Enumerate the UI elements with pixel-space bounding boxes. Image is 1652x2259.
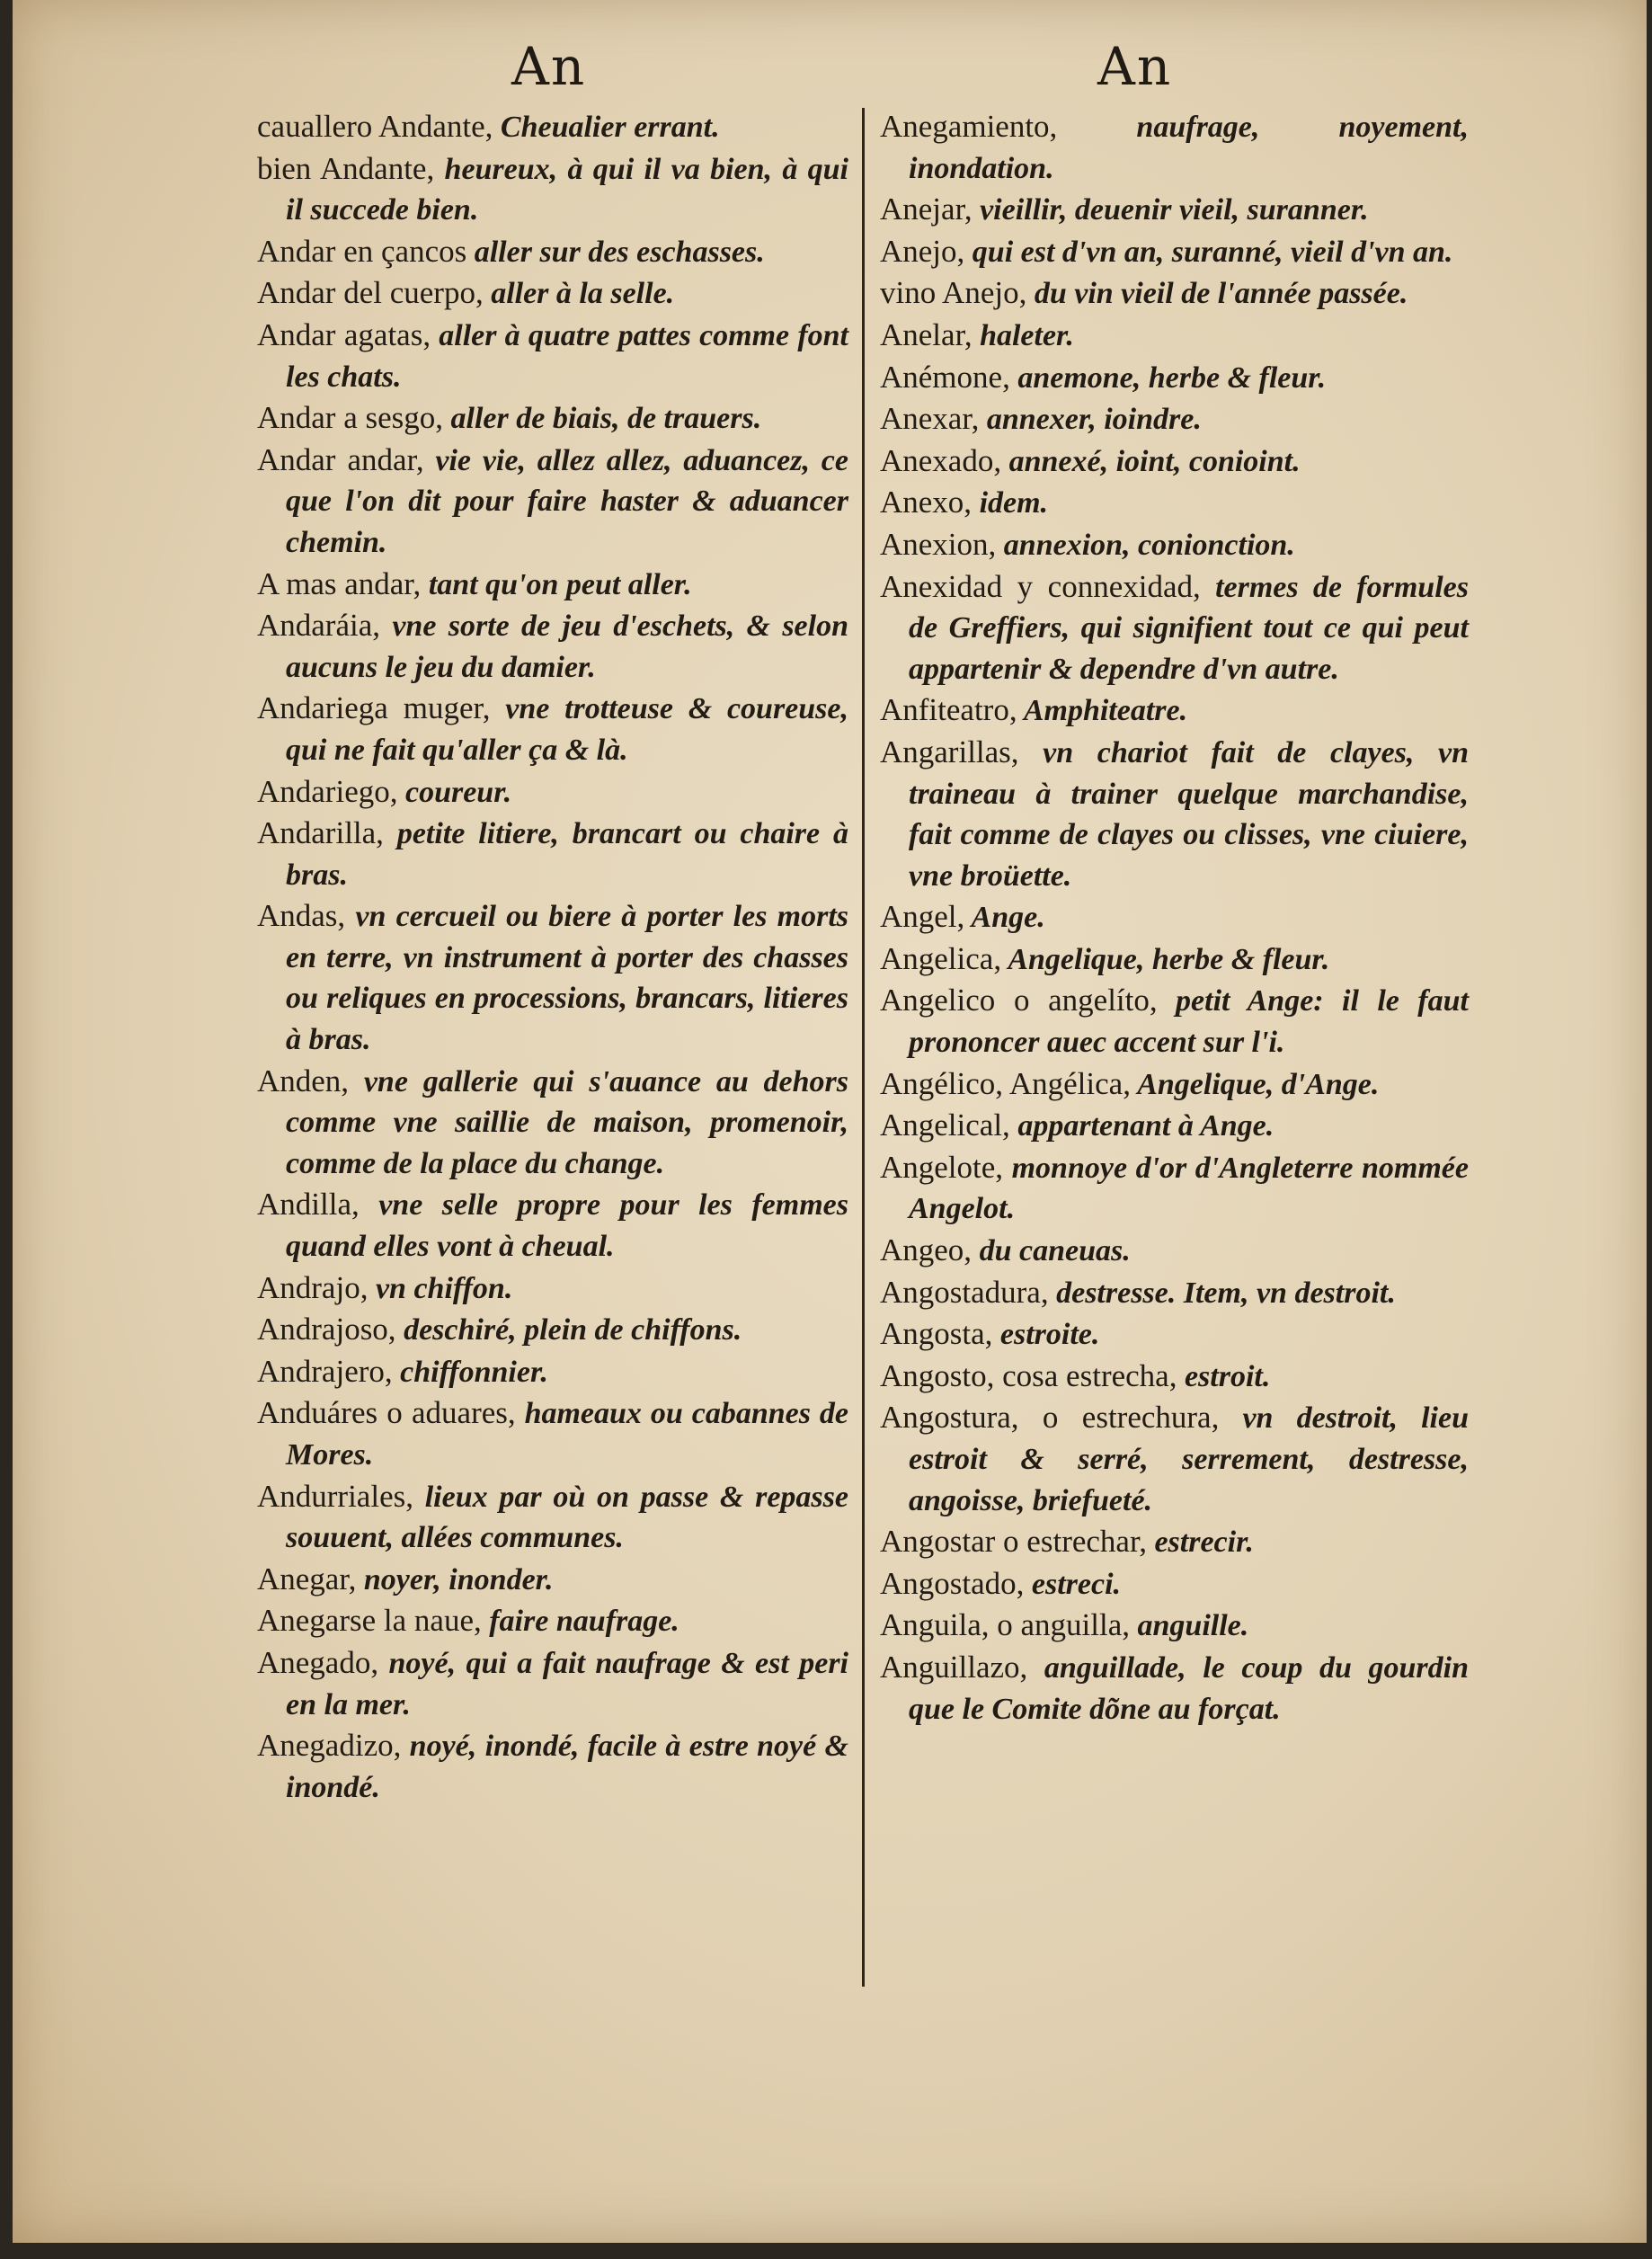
entry-headword: Anfiteatro,	[880, 692, 1017, 728]
entry-headword: bien Andante,	[257, 150, 435, 186]
dictionary-entry	[880, 689, 1469, 732]
dictionary-entry	[880, 1397, 1469, 1521]
dictionary-entry	[257, 440, 848, 564]
dictionary-entry	[880, 1605, 1469, 1647]
entry-definition: vie vie, allez allez, aduancez, ce que l'on dit pour faire haster & aduancer chemin.	[286, 443, 848, 559]
entry-definition: deschiré, plein de chiffons.	[395, 1313, 742, 1347]
entry-definition: du vin vieil de l'année passée.	[1026, 277, 1408, 311]
dictionary-entry	[257, 1642, 848, 1725]
dictionary-entry	[880, 315, 1469, 357]
entry-headword: Anegarse la naue,	[257, 1603, 482, 1639]
entry-headword: Anexar,	[880, 401, 980, 437]
entry-definition: lieux par où on passe & repasse souuent, allées communes.	[286, 1480, 848, 1555]
dictionary-entry	[880, 980, 1469, 1063]
entry-headword: Angostar o estrechar,	[880, 1524, 1147, 1560]
entry-headword: Angeo,	[880, 1232, 973, 1268]
dictionary-entry	[257, 315, 848, 397]
dictionary-entry	[880, 1147, 1469, 1230]
column-divider	[862, 108, 865, 1987]
entry-headword: Anegar,	[257, 1561, 357, 1596]
dictionary-entry	[257, 148, 848, 231]
entry-definition: Ange.	[964, 901, 1045, 935]
dictionary-entry	[880, 1313, 1469, 1356]
entry-definition: chiffonnier.	[392, 1355, 548, 1389]
entry-definition: termes de formules de Greffiers, qui signifient tout ce qui peut appartenir & dependre d'vn autre.	[909, 570, 1469, 686]
entry-headword: Anémone,	[880, 359, 1010, 395]
dictionary-entry	[880, 566, 1469, 690]
dictionary-entry	[880, 1105, 1469, 1147]
entry-definition: vne selle propre pour les femmes quand elles vont à cheual.	[286, 1188, 848, 1264]
entry-definition: vne trotteuse & coureuse, qui ne fait qu'aller ça & là.	[286, 692, 849, 767]
entry-headword: Anegadizo,	[257, 1728, 402, 1764]
dictionary-entry	[257, 895, 848, 1060]
entry-definition: estroit.	[1177, 1359, 1271, 1393]
entry-headword: Angelical,	[880, 1107, 1010, 1143]
entry-headword: Anegamiento,	[880, 109, 1058, 144]
entry-definition: naufrage, noyement, inondation.	[909, 111, 1469, 185]
running-head-left: An	[511, 36, 587, 97]
dictionary-entry	[257, 771, 848, 814]
dictionary-entry	[257, 1725, 848, 1808]
entry-definition: anguillade, le coup du gourdin que le Comite dõne au forçat.	[909, 1650, 1469, 1726]
entry-definition: Cheualier errant.	[493, 111, 720, 144]
dictionary-entry	[880, 524, 1469, 566]
dictionary-entry	[257, 1600, 848, 1642]
entry-headword: Andar en çancos	[257, 233, 467, 269]
dictionary-entry	[880, 1521, 1469, 1563]
dictionary-entry	[257, 1559, 848, 1601]
entry-headword: Andarilla,	[257, 815, 384, 851]
entry-headword: Anexidad y connexidad,	[880, 568, 1201, 604]
entry-definition: du caneuas.	[972, 1234, 1131, 1268]
dictionary-entry	[257, 1184, 848, 1267]
entry-definition: hameaux ou cabannes de Mores.	[286, 1397, 848, 1472]
entry-definition: estrecir.	[1146, 1525, 1254, 1560]
dictionary-entry	[257, 1061, 848, 1185]
entry-definition: aller à quatre pattes comme font les chats.	[286, 318, 848, 394]
entry-headword: Anguillazo,	[880, 1649, 1028, 1685]
entry-definition: estreci.	[1024, 1567, 1122, 1601]
entry-headword: Angel,	[880, 899, 965, 935]
entry-definition: tant qu'on peut aller.	[421, 567, 692, 601]
dictionary-entry	[880, 732, 1469, 896]
entry-definition: vne sorte de jeu d'eschets, & selon aucuns le jeu du damier.	[286, 609, 848, 684]
left-column	[257, 106, 848, 1808]
dictionary-entry	[257, 397, 848, 440]
entry-headword: Angostura, o estrechura,	[880, 1400, 1220, 1436]
entry-definition: annexion, conionction.	[996, 528, 1295, 562]
entry-headword: Anguila, o anguilla,	[880, 1607, 1131, 1643]
entry-headword: Anden,	[257, 1063, 350, 1098]
entry-headword: Anejo,	[880, 233, 965, 269]
entry-headword: Andrajero,	[257, 1353, 393, 1389]
entry-headword: Anegado,	[257, 1644, 379, 1680]
dictionary-entry	[257, 1476, 848, 1559]
entry-headword: Anelar,	[880, 316, 973, 352]
dictionary-entry	[257, 231, 848, 273]
page-header	[13, 36, 1647, 108]
entry-headword: Anexo,	[880, 485, 973, 520]
dictionary-entry	[257, 1309, 848, 1351]
entry-definition: noyer, inonder.	[356, 1562, 554, 1596]
entry-headword: Andurriales,	[257, 1478, 413, 1514]
entry-definition: faire naufrage.	[481, 1605, 679, 1639]
dictionary-entry	[880, 938, 1469, 981]
dictionary-entry	[257, 106, 848, 148]
entry-definition: aller à la selle.	[483, 277, 675, 311]
entry-headword: vino Anejo,	[880, 275, 1027, 311]
entry-definition: annexé, ioint, conioint.	[1001, 444, 1301, 478]
entry-definition: haleter.	[972, 318, 1074, 352]
entry-headword: Angosta,	[880, 1316, 993, 1352]
entry-definition: anemone, herbe & fleur.	[1009, 360, 1327, 395]
entry-definition: monnoye d'or d'Angleterre nommée Angelot.	[909, 1151, 1469, 1226]
entry-definition: qui est d'vn an, suranné, vieil d'vn an.	[964, 235, 1453, 269]
entry-headword: cauallero Andante,	[257, 109, 493, 144]
dictionary-entry	[257, 1351, 848, 1393]
entry-definition: appartenant à Ange.	[1009, 1109, 1275, 1143]
entry-headword: Angarillas,	[880, 734, 1019, 769]
entry-definition: annexer, ioindre.	[979, 403, 1202, 437]
entry-headword: Andrajo,	[257, 1269, 369, 1305]
dictionary-entry	[257, 1267, 848, 1310]
entry-definition: vn chiffon.	[368, 1271, 513, 1305]
entry-headword: Anexion,	[880, 526, 997, 562]
entry-definition: aller de biais, de trauers.	[443, 402, 762, 436]
dictionary-entry	[880, 1272, 1469, 1314]
entry-definition: petit Ange: il le faut prononcer auec accent sur l'i.	[909, 984, 1469, 1060]
entry-headword: Andariego,	[257, 773, 398, 809]
entry-definition: heureux, à qui il va bien, à qui il succede bien.	[286, 152, 848, 227]
dictionary-entry	[880, 1356, 1469, 1398]
dictionary-entry	[257, 564, 848, 606]
entry-headword: Andar a sesgo,	[257, 400, 444, 436]
dictionary-entry	[257, 813, 848, 895]
entry-headword: Andar agatas,	[257, 316, 431, 352]
entry-definition: aller sur des eschasses.	[466, 235, 765, 269]
entry-headword: Andilla,	[257, 1187, 360, 1223]
entry-headword: Angostado,	[880, 1565, 1025, 1601]
entry-headword: Angosto, cosa estrecha,	[880, 1357, 1177, 1393]
entry-definition: vne gallerie qui s'auance au dehors comme vne saillie de maison, promenoir, comme de la place du change.	[286, 1064, 848, 1180]
entry-definition: Angelique, herbe & fleur.	[1001, 942, 1330, 976]
entry-headword: Angostadura,	[880, 1274, 1049, 1310]
entry-headword: A mas andar,	[257, 565, 422, 601]
entry-headword: Angelote,	[880, 1149, 1004, 1185]
dictionary-entry	[880, 357, 1469, 399]
entry-definition: petite litiere, brancart ou chaire à bras.	[286, 817, 848, 892]
dictionary-entry	[257, 688, 848, 770]
entry-definition: anguille.	[1130, 1609, 1249, 1643]
dictionary-entry	[880, 896, 1469, 938]
right-column	[880, 106, 1469, 1730]
dictionary-entry	[880, 1063, 1469, 1106]
entry-headword: Andar del cuerpo,	[257, 275, 484, 311]
entry-headword: Angélico, Angélica,	[880, 1065, 1131, 1101]
dictionary-entry	[880, 1563, 1469, 1605]
dictionary-entry	[880, 189, 1469, 231]
dictionary-entry	[880, 106, 1469, 189]
entry-definition: noyé, qui a fait naufrage & est peri en la mer.	[286, 1646, 848, 1721]
dictionary-entry	[880, 272, 1469, 315]
dictionary-entry	[257, 272, 848, 315]
dictionary-entry	[880, 231, 1469, 273]
entry-definition: vn chariot fait de clayes, vn traineau à trainer quelque marchandise, fait comme de clayes ou clisses, vne ciuiere, vne broüette.	[909, 735, 1469, 893]
entry-definition: coureur.	[397, 775, 512, 809]
dictionary-entry	[257, 605, 848, 688]
entry-definition: Angelique, d'Ange.	[1130, 1067, 1380, 1101]
entry-definition: vn destroit, lieu estroit & serré, serrement, destresse, angoisse, briefueté.	[909, 1401, 1469, 1517]
entry-headword: Andar andar,	[257, 441, 424, 477]
running-head-right: An	[1097, 36, 1173, 97]
entry-definition: vieillir, deuenir vieil, suranner.	[972, 193, 1369, 227]
entry-headword: Andas,	[257, 898, 346, 934]
dictionary-entry	[257, 1392, 848, 1475]
entry-headword: Andariega muger,	[257, 690, 491, 726]
dictionary-page	[13, 0, 1647, 2243]
entry-definition: idem.	[972, 486, 1049, 520]
dictionary-entry	[880, 482, 1469, 524]
entry-headword: Andaráia,	[257, 608, 381, 644]
entry-headword: Anejar,	[880, 191, 973, 227]
entry-headword: Angelica,	[880, 940, 1002, 976]
entry-definition: destresse. Item, vn destroit.	[1048, 1276, 1396, 1310]
entry-headword: Anduáres o aduares,	[257, 1395, 516, 1431]
entry-headword: Anexado,	[880, 442, 1002, 478]
entry-definition: Amphiteatre.	[1017, 694, 1188, 728]
entry-headword: Angelico o angelíto,	[880, 983, 1158, 1018]
entry-definition: estroite.	[992, 1318, 1100, 1352]
dictionary-entry	[880, 1647, 1469, 1730]
dictionary-entry	[880, 1230, 1469, 1272]
entry-definition: vn cercueil ou biere à porter les morts en terre, vn instrument à porter des chasses ou reliques en processions, brancars, litieres à bras.	[286, 900, 848, 1057]
entry-headword: Andrajoso,	[257, 1312, 396, 1347]
dictionary-entry	[880, 398, 1469, 440]
entry-definition: noyé, inondé, facile à estre noyé & inondé.	[286, 1730, 848, 1804]
dictionary-entry	[880, 440, 1469, 483]
